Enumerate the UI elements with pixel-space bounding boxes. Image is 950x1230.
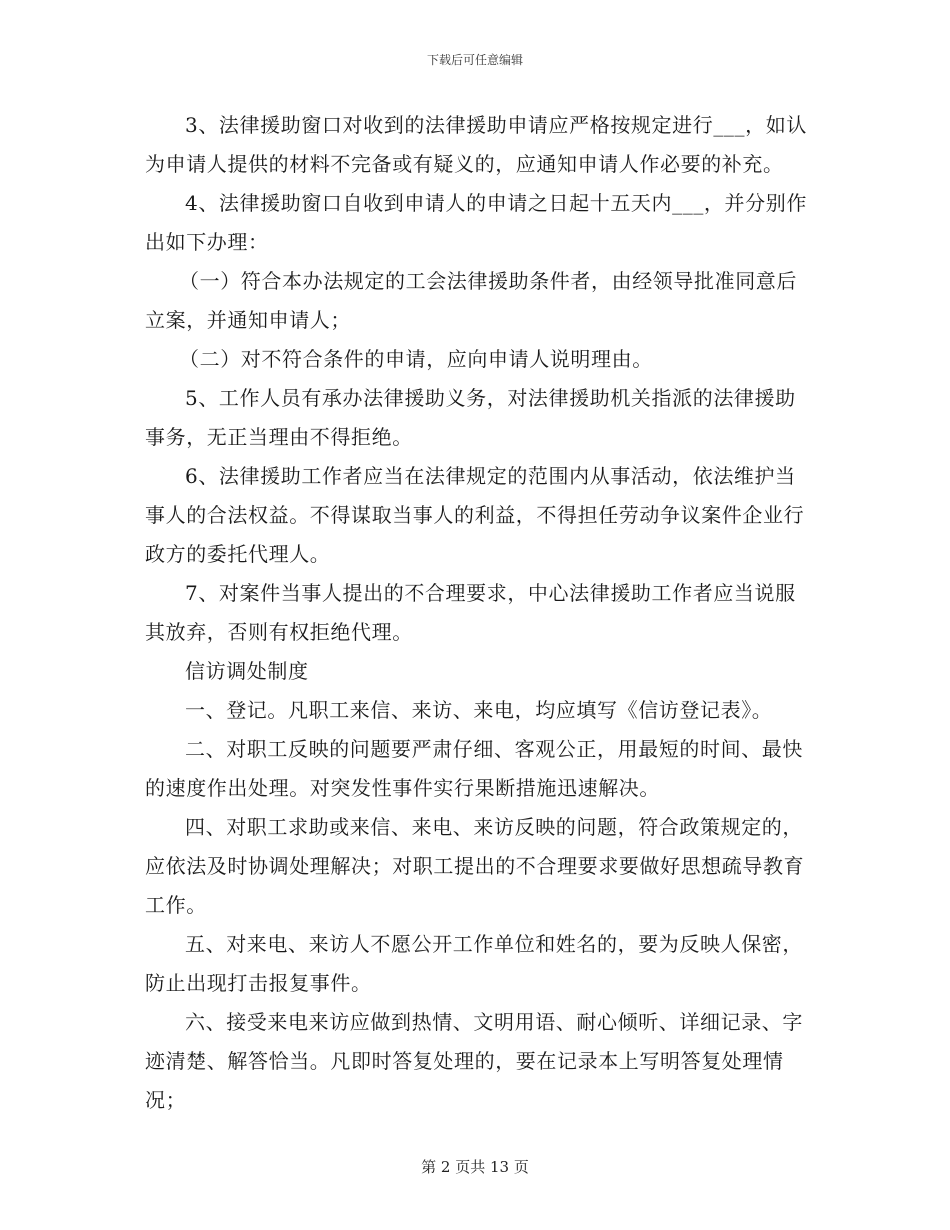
document-body (145, 106, 813, 1120)
page-header-note: 下载后可任意编辑 (426, 53, 523, 67)
paragraph-item-7: 7、对案件当事人提出的不合理要求，中心法律援助工作者应当说服其放弃，否则有权拒绝代理。 (145, 581, 796, 644)
paragraph-item-4: 4、法律援助窗口自收到申请人的申请之日起十五天内___，并分别作出如下办理： (145, 191, 807, 254)
paragraph-item-6: 6、法律援助工作者应当在法律规定的范围内从事活动，依法维护当事人的合法权益。不得谋取当事人的利益，不得担任劳动争议案件企业行政方的委托代理人。 (145, 464, 805, 566)
paragraph-rule-5: 五、对来电、来访人不愿公开工作单位和姓名的，要为反映人保密，防止出现打击报复事件。 (145, 932, 803, 995)
page-number-footer: 第 2 页共 13 页 (421, 1158, 529, 1176)
paragraph-rule-6: 六、接受来电来访应做到热情、文明用语、耐心倾听、详细记录、字迹清楚、解答恰当。凡即时答复处理的，要在记录本上写明答复处理情况； (145, 1010, 803, 1112)
paragraph-rule-1: 一、登记。凡职工来信、来访、来电，均应填写《信访登记表》。 (185, 698, 773, 722)
section-heading: 信访调处制度 (185, 659, 309, 683)
paragraph-rule-2: 二、对职工反映的问题要严肃仔细、客观公正，用最短的时间、最快的速度作出处理。对突发性事件实行果断措施迅速解决。 (145, 737, 803, 800)
paragraph-item-5: 5、工作人员有承办法律援助义务，对法律援助机关指派的法律援助事务，无正当理由不得拒绝。 (145, 386, 796, 449)
paragraph-sub-item-2: （二）对不符合条件的申请，应向申请人说明理由。 (179, 347, 653, 371)
paragraph-sub-item-1: （一）符合本办法规定的工会法律援助条件者，由经领导批准同意后立案，并通知申请人； (145, 269, 797, 332)
paragraph-rule-4: 四、对职工求助或来信、来电、来访反映的问题，符合政策规定的，应依法及时协调处理解决；对职工提出的不合理要求要做好思想疏导教育工作。 (145, 815, 805, 917)
paragraph-item-3: 3、法律援助窗口对收到的法律援助申请应严格按规定进行___，如认为申请人提供的材料不完备或有疑义的，应通知申请人作必要的补充。 (145, 113, 807, 176)
